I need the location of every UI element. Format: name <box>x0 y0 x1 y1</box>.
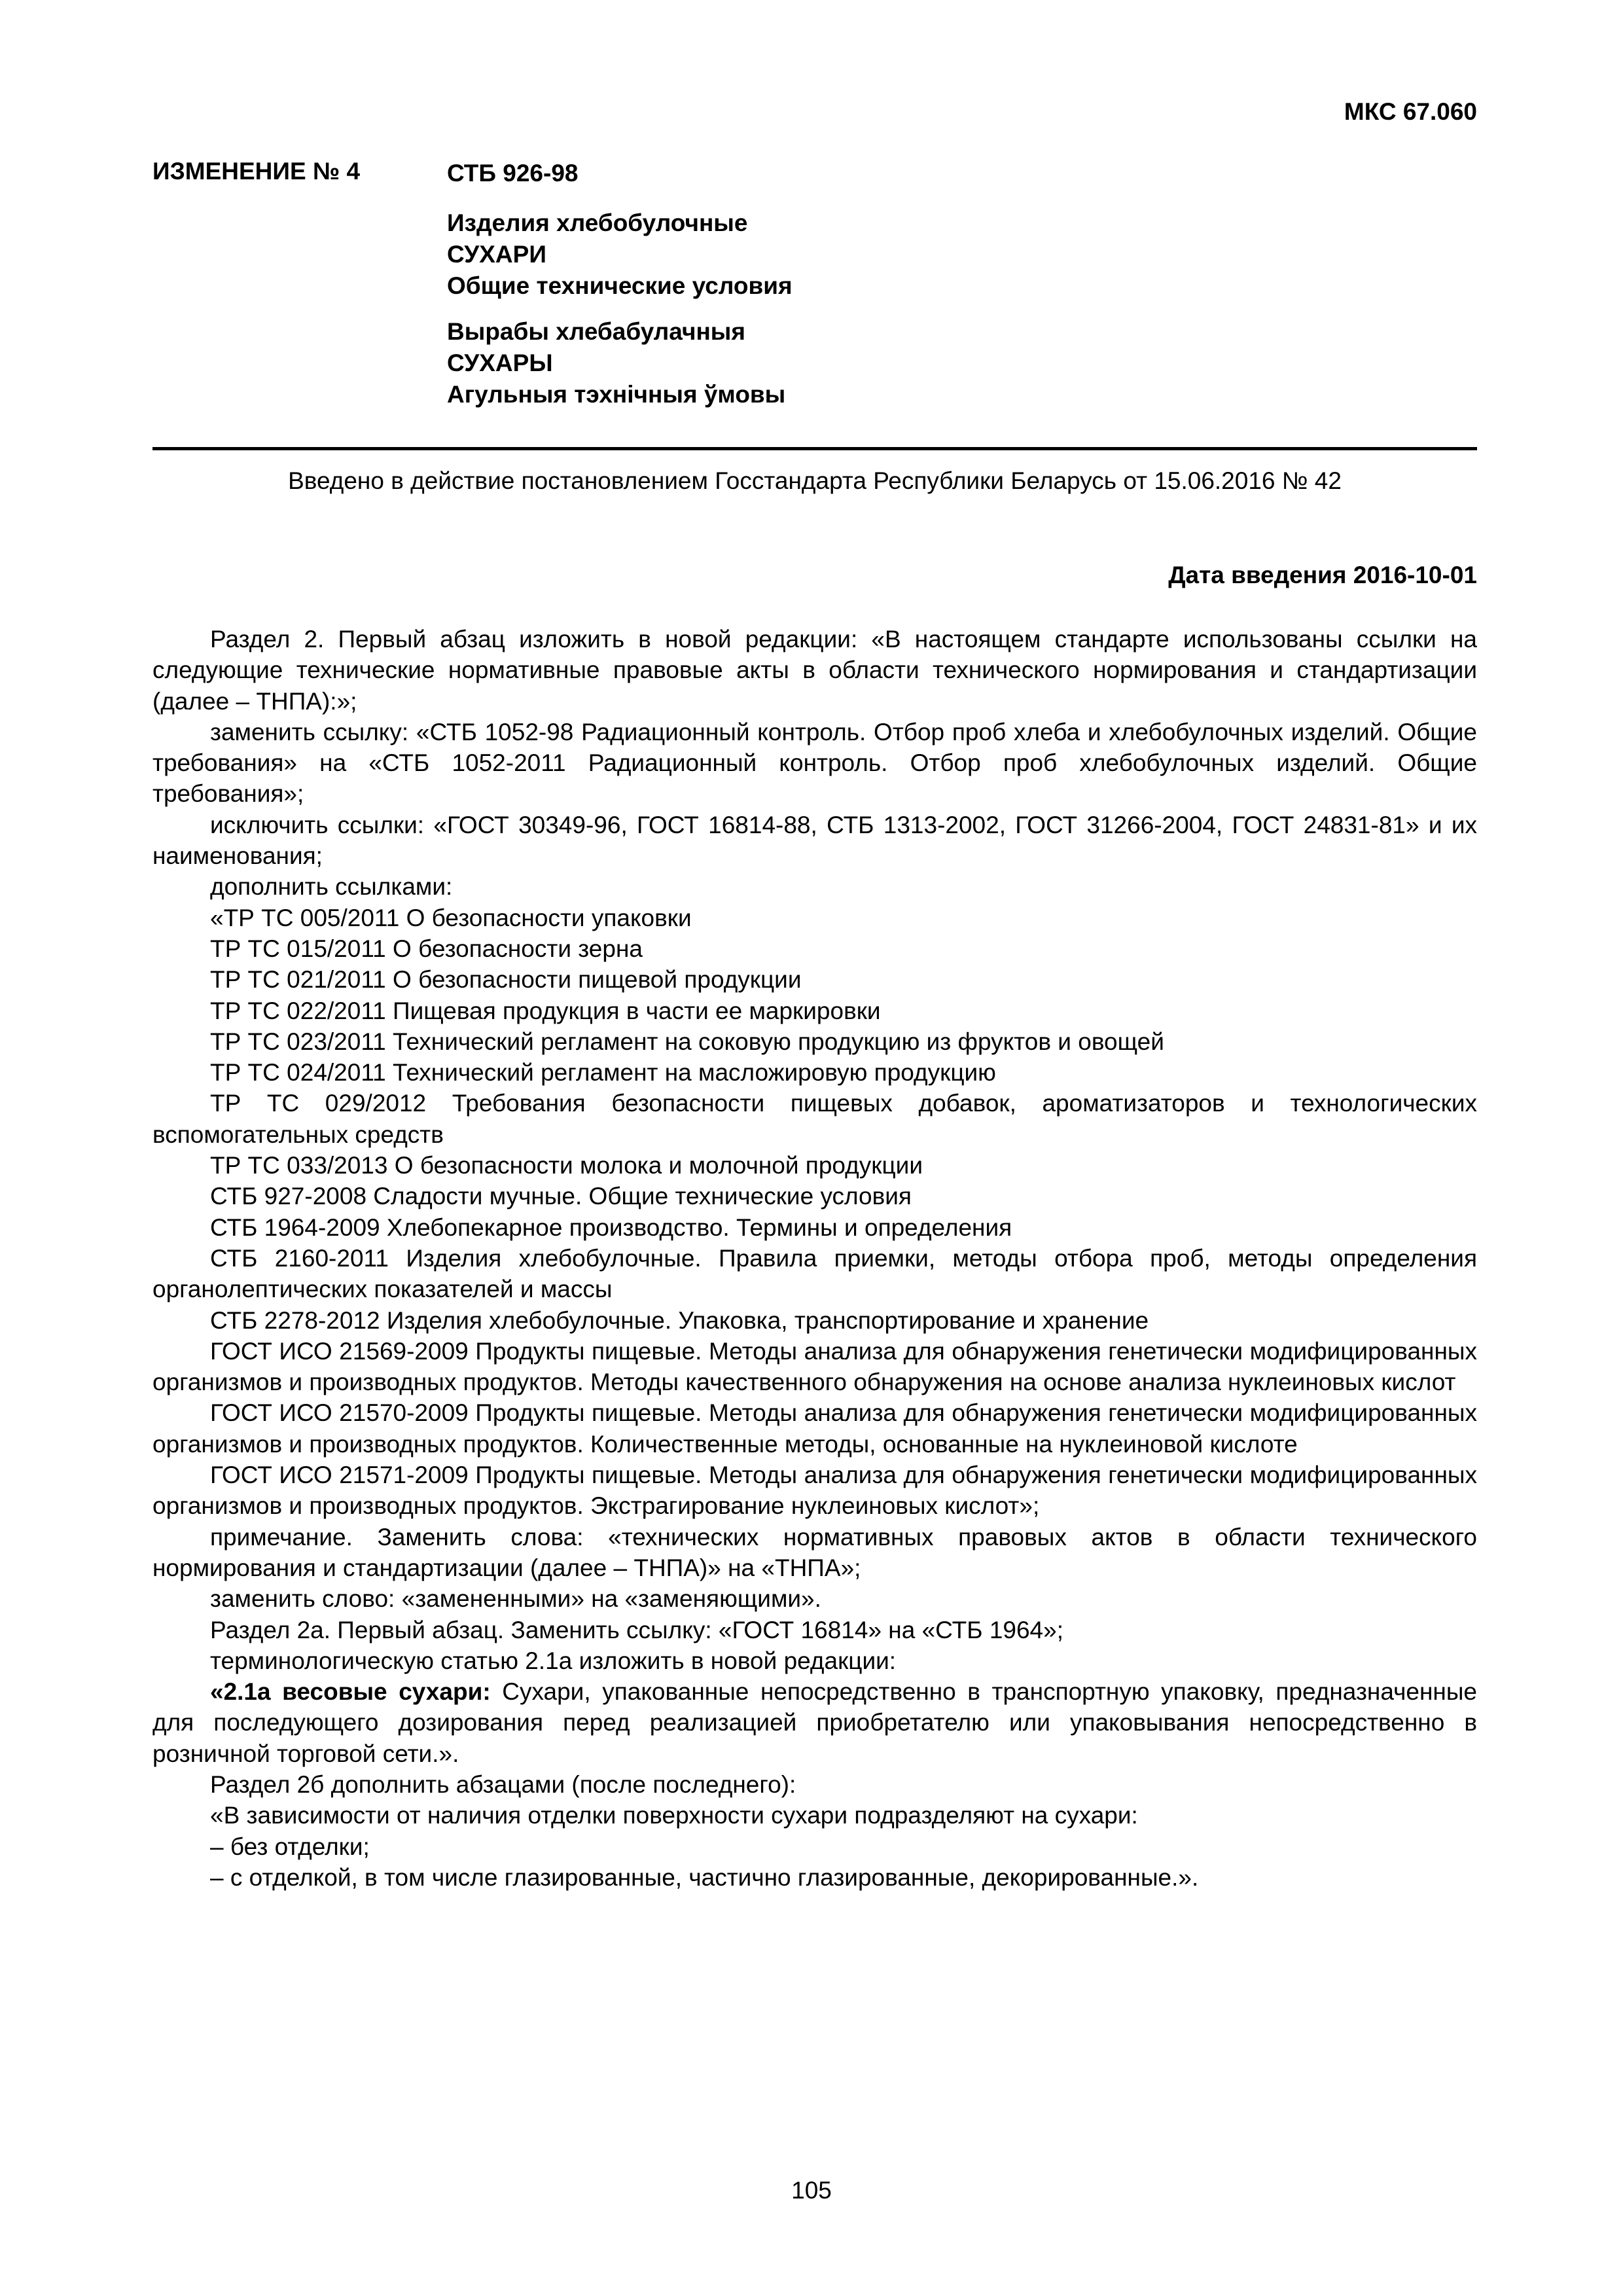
header-divider <box>152 447 1477 450</box>
paragraph: Раздел 2б дополнить абзацами (после последнего): <box>210 1770 796 1798</box>
paragraph: СТБ 927-2008 Сладости мучные. Общие технические условия <box>210 1183 912 1210</box>
document-body <box>152 624 1477 1893</box>
paragraph: ГОСТ ИСО 21570-2009 Продукты пищевые. Методы анализа для обнаружения генетически модифицированных организмов и производных продуктов. Количественные методы, основанные на нуклеиновой кислоте <box>152 1399 1477 1458</box>
list-item: – без отделки; <box>210 1833 370 1860</box>
paragraph: ТР ТС 029/2012 Требования безопасности пищевых добавок, ароматизаторов и технологических вспомогательных средств <box>152 1090 1477 1148</box>
term-name: «2.1а весовые сухари: <box>210 1678 491 1706</box>
paragraph: ТР ТС 023/2011 Технический регламент на соковую продукцию из фруктов и овощей <box>210 1028 1164 1055</box>
title-block <box>447 158 793 410</box>
paragraph: ТР ТС 015/2011 О безопасности зерна <box>210 935 643 962</box>
title-by-line: Вырабы хлебабулачныя <box>447 318 745 345</box>
paragraph: заменить ссылку: «СТБ 1052-98 Радиационный контроль. Отбор проб хлеба и хлебобулочных изделий. Общие требования» на «СТБ 1052-2011 Радиационный контроль. Отбор проб хлебобулочных изделий. Общие требования»; <box>152 718 1477 808</box>
standard-number: СТБ 926-98 <box>447 160 579 187</box>
paragraph: примечание. Заменить слова: «технических нормативных правовых актов в области технического нормирования и стандартизации (далее – ТНПА)» на «ТНПА»; <box>152 1523 1477 1581</box>
introduction-statement: Введено в действие постановлением Госстандарта Республики Беларусь от 15.06.2016 № 42 <box>288 467 1342 494</box>
paragraph: ГОСТ ИСО 21571-2009 Продукты пищевые. Методы анализа для обнаружения генетически модифицированных организмов и производных продуктов. Экстрагирование нуклеиновых кислот»; <box>152 1462 1477 1520</box>
paragraph: исключить ссылки: «ГОСТ 30349-96, ГОСТ 16814-88, СТБ 1313-2002, ГОСТ 31266-2004, ГОСТ 24831-81» и их наименования; <box>152 811 1477 870</box>
paragraph: «ТР ТС 005/2011 О безопасности упаковки <box>210 904 692 931</box>
paragraph: СТБ 2160-2011 Изделия хлебобулочные. Правила приемки, методы отбора проб, методы определения органолептических показателей и массы <box>152 1244 1477 1303</box>
paragraph: СТБ 2278-2012 Изделия хлебобулочные. Упаковка, транспортирование и хранение <box>210 1306 1149 1334</box>
paragraph: Раздел 2. Первый абзац изложить в новой редакции: «В настоящем стандарте использованы ссылки на следующие технические нормативные правовые акты в области технического нормирования и стандартизации (далее – ТНПА):»; <box>152 626 1477 715</box>
paragraph: Раздел 2а. Первый абзац. Заменить ссылку: «ГОСТ 16814» на «СТБ 1964»; <box>210 1616 1063 1643</box>
title-ru-line: Общие технические условия <box>447 272 793 299</box>
paragraph: заменить слово: «замененными» на «заменяющими». <box>210 1585 821 1613</box>
paragraph: ТР ТС 021/2011 О безопасности пищевой продукции <box>210 966 802 994</box>
title-by-line: СУХАРЫ <box>447 350 553 376</box>
page-number: 105 <box>791 2177 832 2204</box>
title-ru-line: Изделия хлебобулочные <box>447 209 748 236</box>
paragraph: ТР ТС 022/2011 Пищевая продукция в части ее маркировки <box>210 997 881 1024</box>
title-ru-line: СУХАРИ <box>447 241 546 268</box>
effective-date: Дата введения 2016-10-01 <box>1168 562 1477 588</box>
change-label: ИЗМЕНЕНИЕ № 4 <box>152 158 361 185</box>
paragraph: ГОСТ ИСО 21569-2009 Продукты пищевые. Методы анализа для обнаружения генетически модифицированных организмов и производных продуктов. Методы качественного обнаружения на основе анализа нуклеиновых кислот <box>152 1337 1477 1396</box>
term-text: Сухари, упакованные непосредственно в транспортную упаковку, предназначенные для последующего дозирования перед реализацией приобретателю или упаковывания непосредственно в розничной торговой сети.». <box>152 1678 1477 1767</box>
term-definition <box>152 1676 1477 1769</box>
title-by-line: Агульныя тэхнічныя ўмовы <box>447 381 786 408</box>
paragraph: ТР ТС 033/2013 О безопасности молока и молочной продукции <box>210 1152 923 1179</box>
paragraph: «В зависимости от наличия отделки поверхности сухари подразделяют на сухари: <box>210 1802 1138 1829</box>
paragraph: СТБ 1964-2009 Хлебопекарное производство. Термины и определения <box>210 1213 1012 1241</box>
paragraph: терминологическую статью 2.1а изложить в новой редакции: <box>210 1647 897 1674</box>
paragraph: ТР ТС 024/2011 Технический регламент на масложировую продукцию <box>210 1059 996 1086</box>
list-item: – с отделкой, в том числе глазированные, частично глазированные, декорированные.». <box>210 1863 1199 1891</box>
classification-code: МКС 67.060 <box>1344 98 1477 125</box>
paragraph: дополнить ссылками: <box>210 873 453 901</box>
